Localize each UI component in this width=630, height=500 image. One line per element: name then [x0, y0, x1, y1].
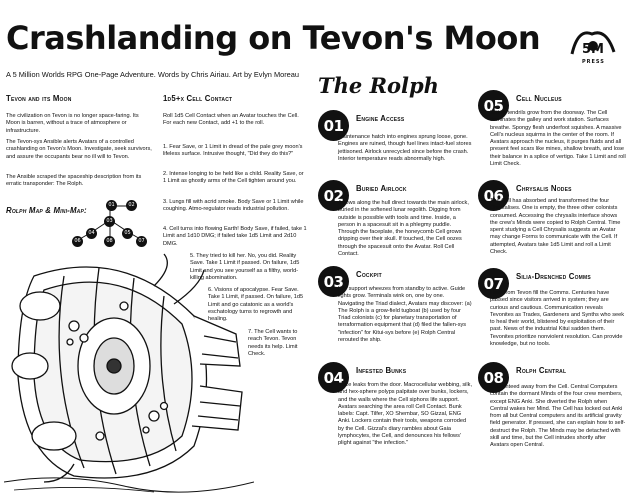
logo-mark: 5M — [582, 42, 604, 57]
room-description: Arrows along the hull direct towards the main airlock, buried in the softened lunar regolith. Digging from outside is possible with tools and time. Inside, a person in a spacesuit sit in a phlegmy puddle. Through the faceplate, the honeycomb Cell grows dripping over their skull. If touched, the Cell oozes through the spacesuit onto the Avatar. Roll Cell Contact. — [338, 200, 469, 258]
mini-map-node: 05 — [122, 228, 133, 239]
room-03 — [318, 266, 472, 356]
mini-map-node: 07 — [136, 236, 147, 247]
room-05 — [478, 90, 626, 186]
mini-map-node: 04 — [86, 228, 97, 239]
room-08 — [478, 362, 626, 480]
room-06 — [478, 180, 626, 270]
room-description: Hails from Tevon fill the Comms. Centuries have passed since visitors arrived in system; they are curious and cautious. Communication reveals Tevonites as Trades, Gardeners and Synths who seek to heal their world, blistered by exploitation of their past. News of the industrial Kitui sadden them. Tevonites prioritize nonviolent resolution. Can provide knowledge, but no tools. — [490, 290, 625, 348]
room-title: Cell Nucleus — [516, 94, 562, 103]
room-01 — [318, 110, 472, 186]
room-description: Life support wheezes from standby to active. Guide lights grow. Terminals wink on, one by one. Navigating the Triad dialect, Avatars may discover: (a) The Rolph is a grow-field tugboat (b) used by four Triad colonists (c) for planetary transportation of terraformation equipment that (d) filed the fallen-sys "infection" for Kitui-sys before (e) Rolph Central rerouted the ship. — [338, 286, 472, 344]
contact-heading: 1d5+x Cell Contact — [163, 94, 233, 103]
room-title: Cockpit — [356, 270, 382, 279]
byline: A 5 Million Worlds RPG One-Page Adventure. Words by Chris Airiau. Art by Evlyn Moreau — [6, 70, 300, 79]
room-number-badge: 06 — [478, 180, 509, 211]
room-title: Buried Airlock — [356, 184, 407, 193]
intro-paragraph-3: The Ansible scraped the spaceship description from its erratic transponder: The Rolph. — [6, 174, 142, 188]
publisher-logo — [568, 24, 618, 68]
contact-item-3: 3. Lungs fill with acrid smoke. Body Save or 1 Limit while coughing. Atmo-regulator reads industrial pollution. — [163, 199, 304, 213]
room-title: Silia-Drenched Comms — [516, 272, 591, 281]
contact-item-7: 7. The Cell wants to reach Tevon. Tevon needs its help. Limit Check. — [248, 329, 298, 357]
room-title: Rolph Central — [516, 366, 567, 375]
mini-map-node: 03 — [104, 216, 115, 227]
room-07 — [478, 268, 626, 358]
room-description: The Cell has absorbed and transformed the four Chrysalises. One is empty, the three other colonists consumed. Accessing the chrysalis interface shows the crew's Minds were copied to Rolph Central. Time spent studying a Cell Chrysalis suggests an Avatar may change Forms to communicate with the Cell. If attempted, Avatars take 1d5 Limit and roll a Limit Check. — [490, 198, 621, 256]
room-description: Ooze leaks from the door. Macrocellular webbing, silk, and hex-sphere polyps palpitate over bunks, lockers, and the walls where the Cell siphons life support. Avatars searching the area roll Cell Contact. Bunk labels: Capt. Tilfer, XO Shembar, SO Gizzal, ENG Anki. Lockers contain their tools, weapons corroded by the Cell. Gizzal's diary rambles about Gaia lymphocytes, the Cell, and denounces his fellows' plight against "the infection." — [338, 382, 472, 447]
intro-paragraph-1: The civilization on Tevon is no longer space-faring. Its Moon is barren, without a trace of atmosphere or infrastructure. — [6, 113, 139, 134]
contact-item-1: 1. Fear Save, or 1 Limit in dread of the pale grey moon's lifeless surface. Intrusive thought, "Did they do this?" — [163, 144, 303, 158]
intro-heading: Tevon and its Moon — [6, 94, 72, 103]
room-title: Infested Bunks — [356, 366, 407, 375]
room-number-badge: 02 — [318, 180, 349, 211]
room-description: Yellow tendrils grow from the doorway. The Cell dominates the galley and work station. Surfaces breathe. Spongy flesh underfoot squishes. A massive Cell's nucleus squirms in the center of the room. If Avatars approach the nucleus, it purges fluids and all present feel scars like mines, shallow breath, and lose their balance in a splice of vertigo. Take 1 Limit and roll Limit Check. — [490, 110, 626, 168]
room-number-badge: 08 — [478, 362, 509, 393]
mini-map-node: 01 — [106, 200, 117, 211]
room-04 — [318, 362, 472, 480]
page-title: Crashlanding on Tevon's Moon — [6, 19, 541, 57]
room-title: Engine Access — [356, 114, 405, 123]
room-number-badge: 01 — [318, 110, 349, 141]
rolph-ship-illustration — [4, 246, 254, 494]
room-title: Chrysalis Nodes — [516, 184, 572, 193]
contact-item-4: 4. Cell turns into flowing Earth! Body Save, if failed, take 1 Limit and 1d10 DMG; if failed take 1d5 Limit and 2d10 DMG. — [163, 226, 307, 247]
contact-intro: Roll 1d5 Cell Contact when an Avatar touches the Cell. For each new Contact, add +1 to the roll. — [163, 113, 299, 127]
mini-map-node: 06 — [72, 236, 83, 247]
mini-map-node: 02 — [126, 200, 137, 211]
room-02 — [318, 180, 472, 270]
contact-item-6: 6. Visions of apocalypse. Fear Save. Take 1 Limit, if passed. On failure, 1d5 Limit and go catatonic as a world's eschatology turns to regrowth and healing. — [208, 287, 304, 323]
mini-map-node: 08 — [104, 236, 115, 247]
map-heading: Rolph Map & Mini-Map: — [6, 206, 87, 215]
room-description: Guaranteed away from the Cell. Central Computers contain the dormant Minds of the four crew members, except ENG Anki. She diverted the Rolph when Central wakes her Mind. The Cell has locked out Anki from all but Central computers and its artificial gravity field generator. If pressed, she can explain how to self-destruct the Rolph. The Minds may be detached with skill and time, but the Cell intrudes shortly after Avatars open Central. — [490, 384, 626, 449]
logo-word: PRESS — [582, 59, 605, 65]
room-number-badge: 05 — [478, 90, 509, 121]
contact-item-5: 5. They tried to kill her. No, you did. Reality Save. Take 1 Limit if passed. On failure, 1d5 Limit and you see yourself as a filthy, world-killing abomination. — [190, 253, 300, 281]
room-number-badge: 04 — [318, 362, 349, 393]
room-number-badge: 07 — [478, 268, 509, 299]
room-number-badge: 03 — [318, 266, 349, 297]
contact-item-2: 2. Intense longing to be held like a child. Reality Save, or 1 Limit as ghostly arms of the Cell tighten around you. — [163, 171, 304, 185]
room-description: Maintenance hatch into engines sprung loose, gone. Engines are ruined, though fuel lines intact-fuel stores jettisoned. Airlock unrecycled since before the crash. Interior temperature reads abnormally high. — [338, 134, 472, 162]
intro-paragraph-2: The Tevon-sys Ansible alerts Avatars of a controlled crashlanding on Tevon's Moon. Investigate, seek survivors, and assure the occupants bear no ill will to Tevon. — [6, 139, 152, 160]
rolph-heading: The Rolph — [318, 73, 439, 98]
mini-map — [70, 198, 150, 250]
